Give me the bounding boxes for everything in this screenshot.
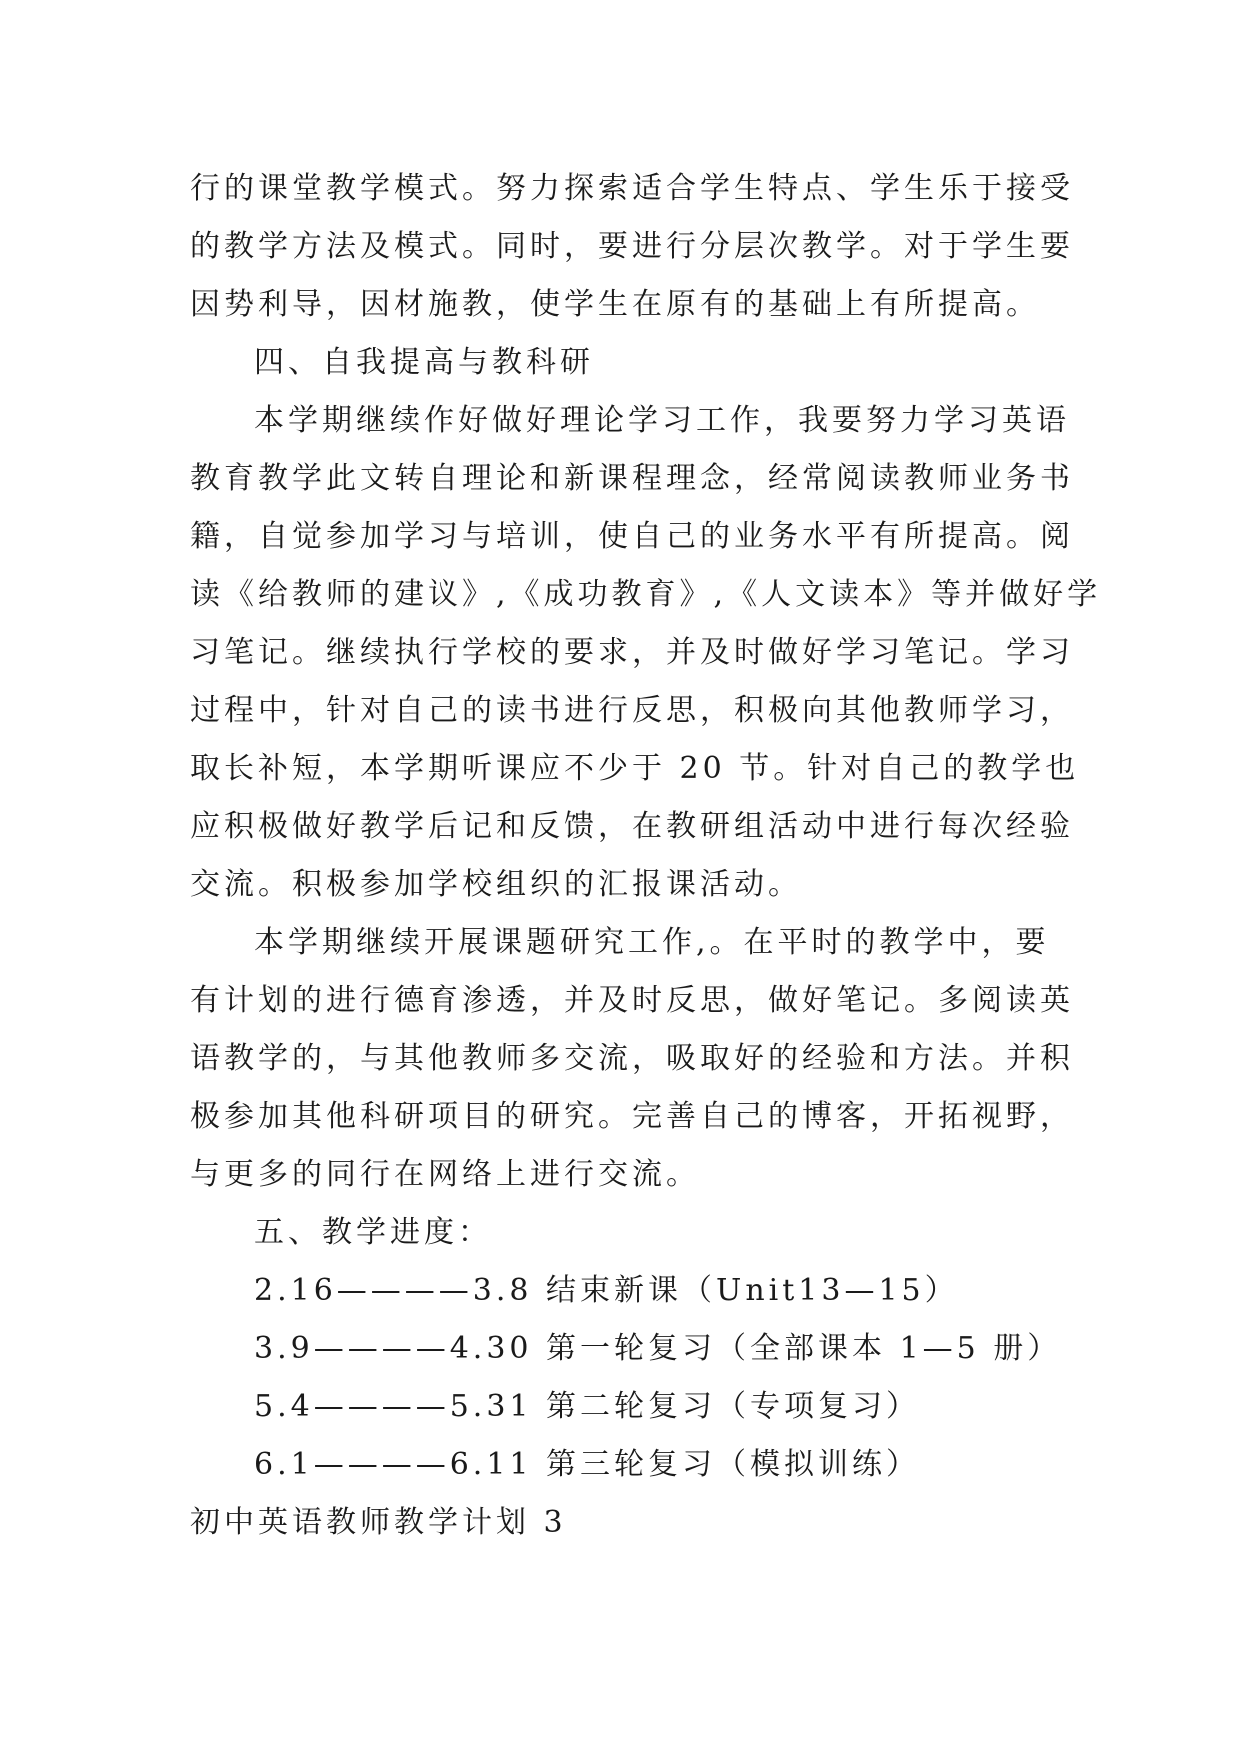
text-line: 籍，自觉参加学习与培训，使自己的业务水平有所提高。阅 — [190, 519, 1074, 554]
text-line: 五、教学进度： — [254, 1215, 492, 1250]
text-line: 2.16————3.8 结束新课（Unit13—15） — [254, 1273, 959, 1308]
text-line: 本学期继续作好做好理论学习工作，我要努力学习英语 — [254, 403, 1070, 438]
paragraph — [190, 160, 1074, 334]
text-line: 取长补短，本学期听课应不少于 20 节。针对自己的教学也 — [190, 751, 1080, 786]
text-line: 读《给教师的建议》,《成功教育》,《人文读本》等并做好学 — [190, 577, 1102, 612]
paragraph — [190, 1378, 1070, 1436]
text-line: 因势利导，因材施教，使学生在原有的基础上有所提高。 — [190, 287, 1040, 322]
paragraph — [190, 1436, 1070, 1494]
text-line: 语教学的，与其他教师多交流，吸取好的经验和方法。并积 — [190, 1041, 1074, 1076]
paragraph — [190, 334, 1070, 392]
paragraph — [190, 1262, 1070, 1320]
paragraph — [190, 1494, 1070, 1552]
text-line: 6.1————6.11 第三轮复习（模拟训练） — [254, 1447, 921, 1482]
text-line: 极参加其他科研项目的研究。完善自己的博客，开拓视野， — [190, 1099, 1074, 1134]
text-line: 行的课堂教学模式。努力探索适合学生特点、学生乐于接受 — [190, 171, 1074, 206]
text-line: 的教学方法及模式。同时，要进行分层次教学。对于学生要 — [190, 229, 1074, 264]
text-line: 本学期继续开展课题研究工作,。在平时的教学中，要 — [254, 925, 1050, 960]
paragraph — [190, 914, 1074, 1204]
text-line: 习笔记。继续执行学校的要求，并及时做好学习笔记。学习 — [190, 635, 1074, 670]
paragraph — [190, 1204, 1070, 1262]
text-line: 有计划的进行德育渗透，并及时反思，做好笔记。多阅读英 — [190, 983, 1074, 1018]
text-line: 四、自我提高与教科研 — [254, 345, 594, 380]
text-line: 与更多的同行在网络上进行交流。 — [190, 1157, 700, 1192]
text-line: 3.9————4.30 第一轮复习（全部课本 1—5 册） — [254, 1331, 1062, 1366]
text-line: 初中英语教师教学计划 3 — [190, 1505, 567, 1540]
paragraph — [190, 392, 1102, 914]
text-line: 交流。积极参加学校组织的汇报课活动。 — [190, 867, 802, 902]
text-line: 过程中，针对自己的读书进行反思，积极向其他教师学习， — [190, 693, 1074, 728]
paragraph — [190, 1320, 1070, 1378]
document-page — [190, 160, 1102, 1552]
text-line: 教育教学此文转自理论和新课程理念，经常阅读教师业务书 — [190, 461, 1074, 496]
text-line: 5.4————5.31 第二轮复习（专项复习） — [254, 1389, 921, 1424]
text-line: 应积极做好教学后记和反馈，在教研组活动中进行每次经验 — [190, 809, 1074, 844]
